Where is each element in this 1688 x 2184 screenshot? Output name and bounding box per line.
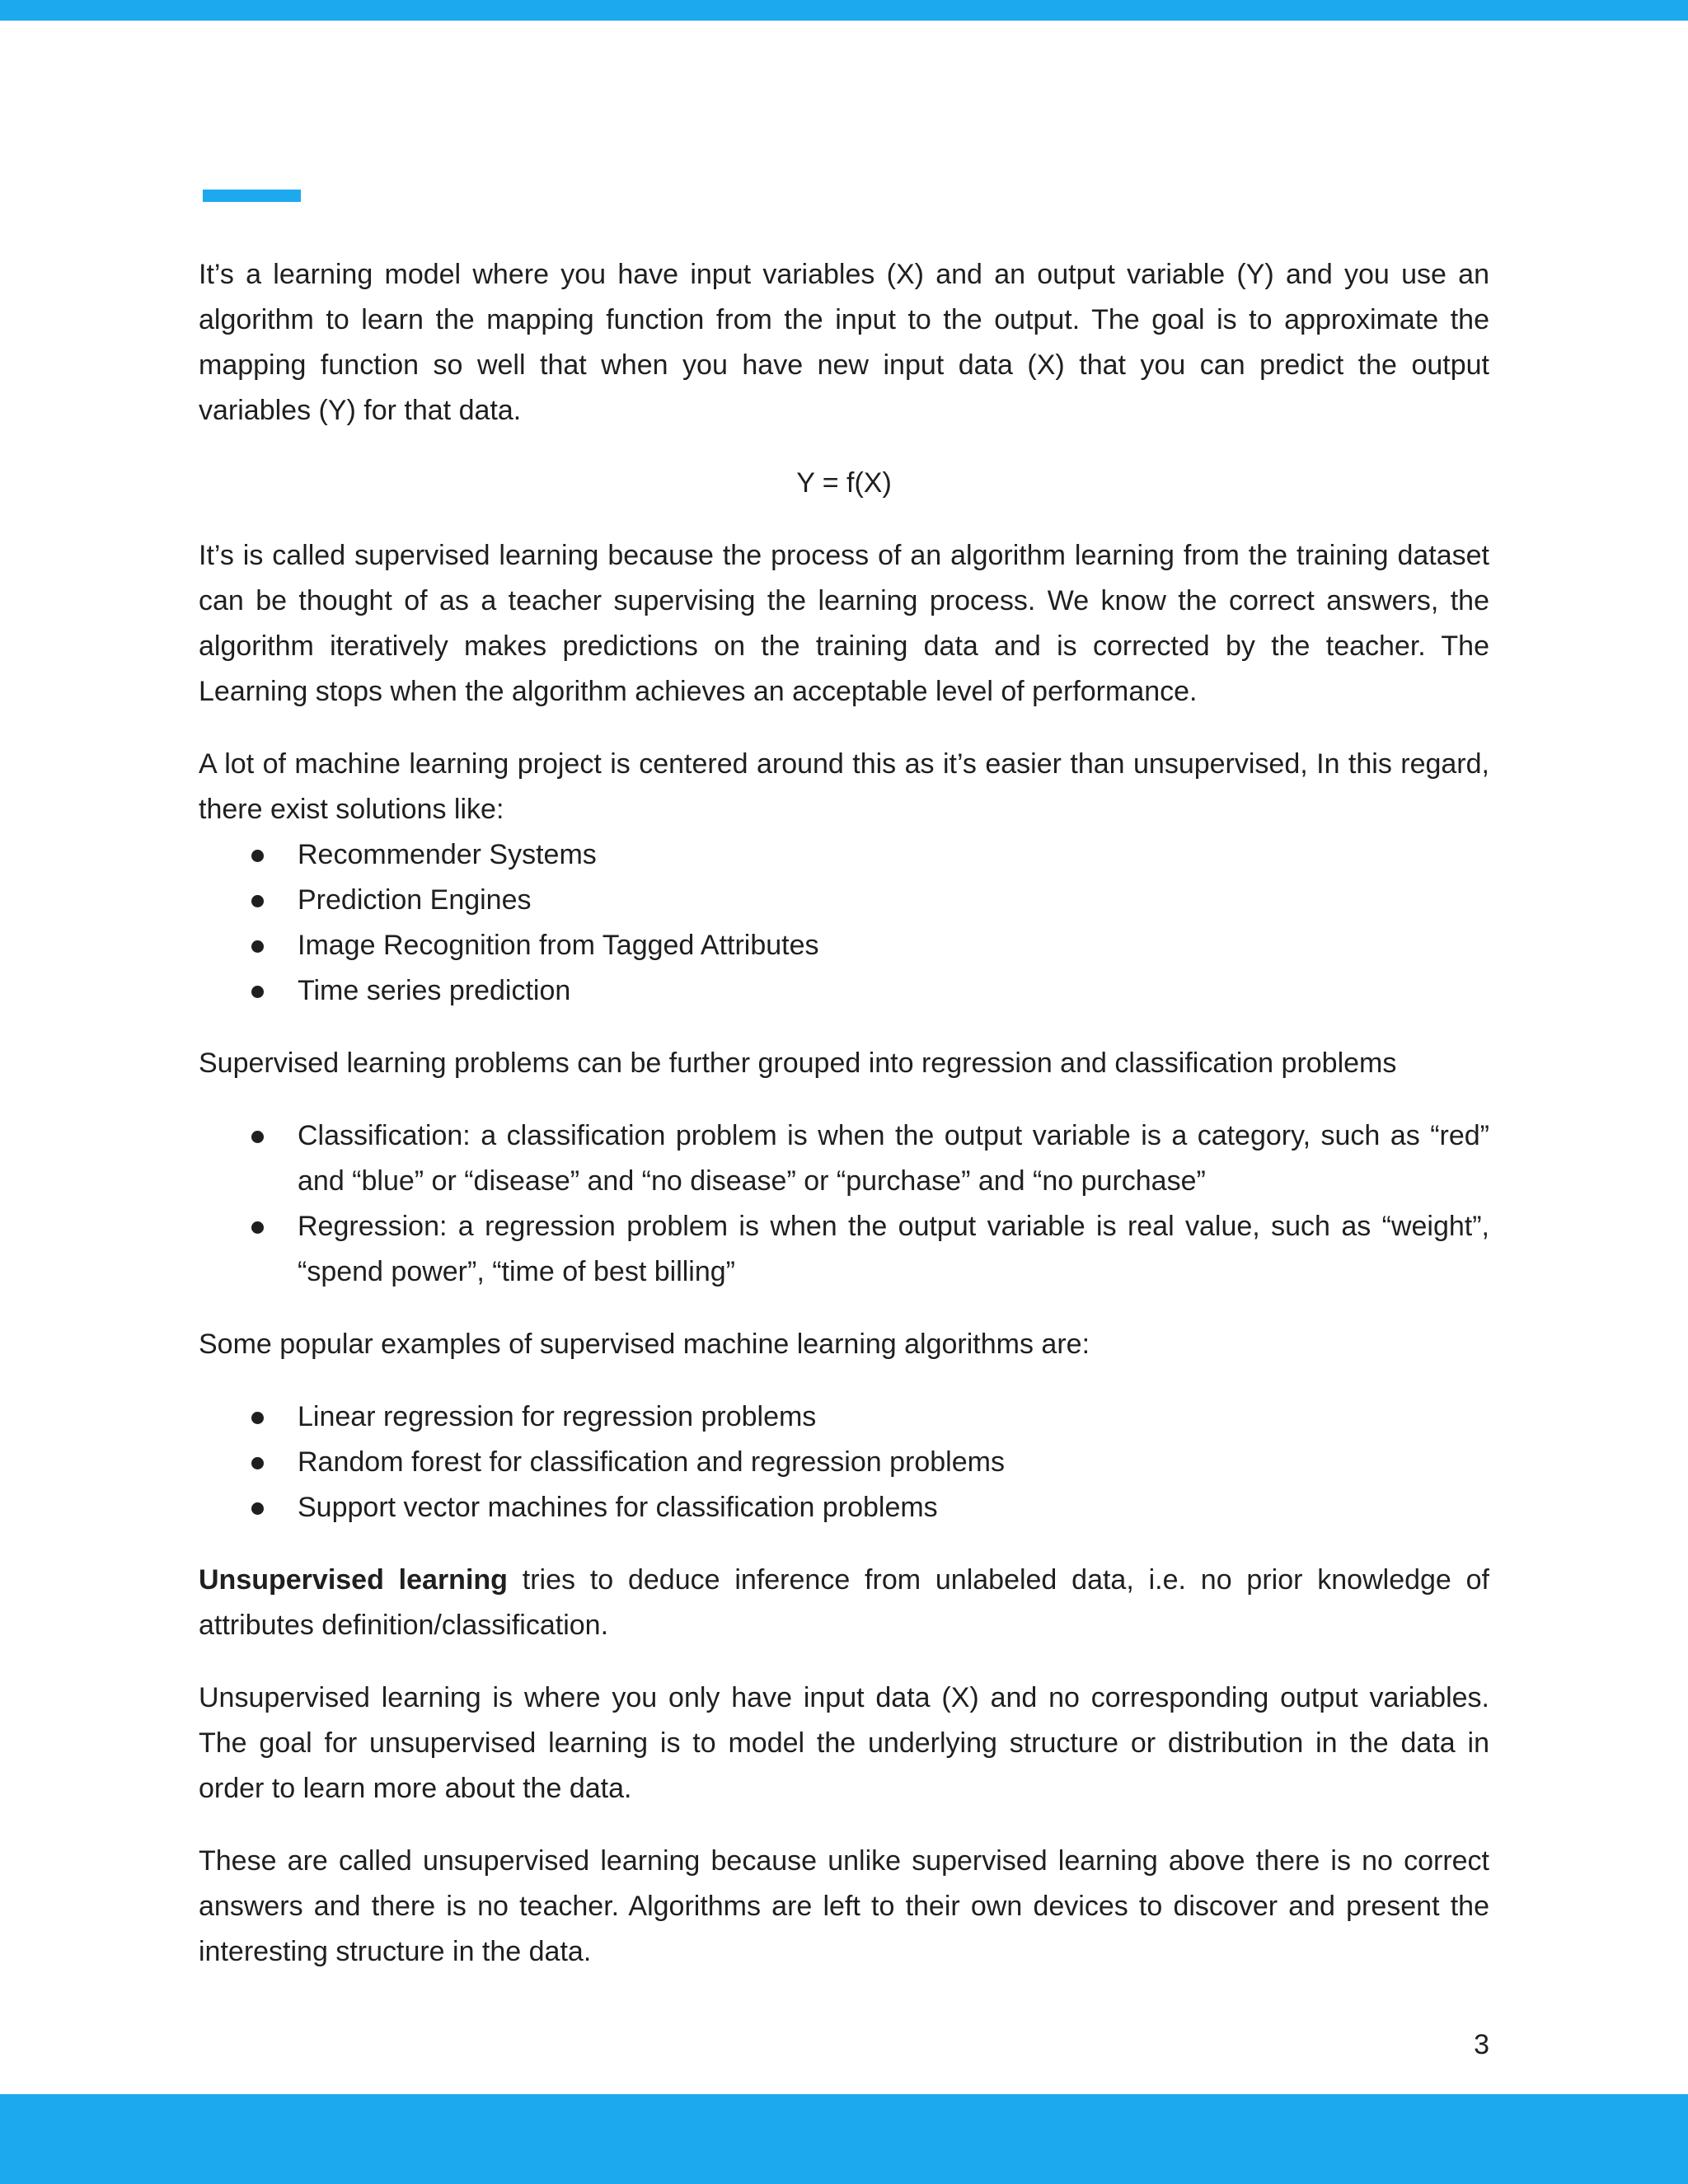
algorithms-list <box>199 1394 1489 1530</box>
formula: Y = f(X) <box>796 467 892 499</box>
paragraph-supervised-definition: It’s a learning model where you have input variables (X) and an output variable (Y) and you use an algorithm to learn the mapping function from the input to the output. The goal is to approximate the mapping function so well that when you have new input data (X) that you can predict the output variables (Y) for that data. <box>199 259 1489 426</box>
list-item: Linear regression for regression problems <box>298 1394 1489 1440</box>
list-item: Time series prediction <box>298 968 1489 1014</box>
list-item: Classification: a classification problem is when the output variable is a category, such as “red” and “blue” or “disease” and “no disease” or “purchase” and “no purchase” <box>298 1113 1489 1204</box>
paragraph-unsupervised-definition <box>199 1558 1489 1648</box>
paragraph-unsupervised-naming: These are called unsupervised learning because unlike supervised learning above there is no correct answers and there is no teacher. Algorithms are left to their own devices to discover and present the interesting structure in the data. <box>199 1845 1489 1967</box>
section-accent-dash <box>203 190 301 202</box>
page-number: 3 <box>1474 2029 1489 2060</box>
list-item: Recommender Systems <box>298 832 1489 878</box>
list-item: Support vector machines for classification problems <box>298 1485 1489 1530</box>
unsupervised-term: Unsupervised learning <box>199 1564 508 1596</box>
footer-accent-bar <box>0 2094 1688 2184</box>
list-item: Image Recognition from Tagged Attributes <box>298 923 1489 968</box>
paragraph-unsupervised-explanation: Unsupervised learning is where you only have input data (X) and no corresponding output variables. The goal for unsupervised learning is to model the underlying structure or distribution in the data in order to learn more about the data. <box>199 1682 1489 1804</box>
paragraph-supervised-explanation: It’s is called supervised learning because the process of an algorithm learning from the training dataset can be thought of as a teacher supervising the learning process. We know the correct answers, the algorithm iteratively makes predictions on the training data and is corrected by the teacher. The Learning stops when the algorithm achieves an acceptable level of performance. <box>199 540 1489 707</box>
paragraph-solutions-intro: A lot of machine learning project is centered around this as it’s easier than unsupervised, In this regard, there exist solutions like: <box>199 748 1489 825</box>
problem-types-list <box>199 1113 1489 1295</box>
paragraph-algorithms-intro: Some popular examples of supervised machine learning algorithms are: <box>199 1329 1090 1360</box>
list-item: Random forest for classification and regression problems <box>298 1440 1489 1485</box>
page-content <box>199 252 1489 2002</box>
list-item: Prediction Engines <box>298 878 1489 923</box>
unsupervised-definition-text: tries to deduce inference from unlabeled data, i.e. no prior knowledge of attributes definition/classification. <box>199 1564 1490 1641</box>
solutions-list <box>199 832 1489 1014</box>
header-accent-bar <box>0 0 1688 21</box>
list-item: Regression: a regression problem is when the output variable is real value, such as “weight”, “spend power”, “time of best billing” <box>298 1204 1489 1295</box>
paragraph-problem-groups: Supervised learning problems can be further grouped into regression and classification problems <box>199 1047 1397 1079</box>
